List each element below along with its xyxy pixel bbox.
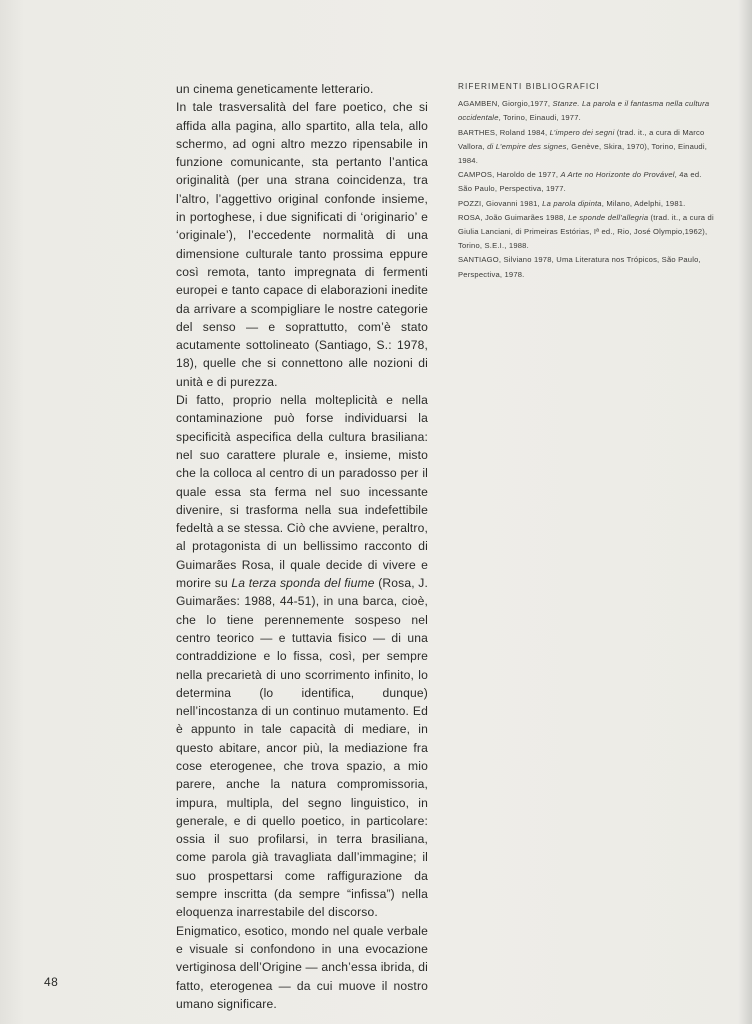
body-paragraph <box>176 391 428 922</box>
references-list <box>458 97 714 282</box>
text-run: POZZI, Giovanni 1981, <box>458 198 543 208</box>
text-run: SANTIAGO, Silviano 1978, Uma Literatura nos Trópicos, São Paulo, Perspectiva, 1978. <box>458 255 701 279</box>
italic-text-run: Le sponde dell’allegria <box>568 212 649 222</box>
text-run: (trad. it., a cura di Marco Vallora, <box>458 127 705 151</box>
text-run: ROSA, João Guimarães 1988, <box>458 212 569 222</box>
italic-text-run: A Arte no Horizonte do Provável <box>560 170 675 180</box>
text-run: Di fatto, proprio nella molteplicità e nella contaminazione può forse individuarsi la specificità aspecifica della cultura brasiliana: nel suo carattere plurale e, insieme, misto che la colloca al centro di un paradosso per il quale essa sta ferma nel suo incessante divenire, si trasforma nella sua indefettibile fedeltà a se stessa. Ciò che avviene, peraltro, al protagonista di un bellissimo racconto di Guimarães Rosa, il quale decide di vivere e morire su <box>176 393 428 591</box>
reference-entry <box>458 168 714 196</box>
text-run: (Rosa, J. Guimarães: 1988, 44-51), in una barca, cioè, che lo tiene perennemente sospeso nel centro teorico — e tuttavia fisico — di una contraddizione e lo fissa, così, per sempre nella precarietà di uno scorrimento infinito, lo determina (lo identifica, dunque) nell’incostanza di un continuo mutamento. Ed è appunto in tale capacità di mediare, in questo abitare, ancor più, la mediazione fra cose eterogenee, che trova spazio, a mio parere, anche la natura compromissoria, impura, multipla, del segno linguistico, in generale, e di quello poetico, in particolare: ossia il suo profilarsi, in terra brasiliana, come parola già travagliata dall’immagine; il suo prospettarsi come raffigurazione da sempre inscritta (da sempre “infissa”) nella eloquenza inarrestabile del discorso. <box>176 576 428 920</box>
body-paragraph <box>176 922 428 1013</box>
text-run: , Genève, Skira, 1970), Torino, Einaudi, 1984. <box>458 141 708 166</box>
text-run: , 4a ed. São Paulo, Perspectiva, 1977. <box>458 170 702 194</box>
italic-text-run: La parola dipinta <box>542 198 602 208</box>
italic-text-run: La terza sponda del fiume <box>231 576 375 591</box>
page-number: 48 <box>44 975 59 989</box>
italic-text-run: di L’empire des signes <box>487 141 567 151</box>
text-run: , Milano, Adelphi, 1981. <box>601 198 686 208</box>
reference-entry <box>458 197 714 211</box>
reference-entry <box>458 211 714 254</box>
text-run: AGAMBEN, Giorgio,1977, <box>458 99 553 109</box>
body-paragraph <box>176 98 428 391</box>
reference-entry <box>458 126 714 169</box>
page-spine-shadow <box>738 0 752 1024</box>
references-title: RIFERIMENTI BIBLIOGRAFICI <box>458 82 600 91</box>
italic-text-run: Stanze. La parola e il fantasma nella cultura occidentale <box>458 99 710 123</box>
reference-entry <box>458 97 714 125</box>
references-column <box>458 80 714 282</box>
text-run: BARTHES, Roland 1984, <box>458 127 550 137</box>
body-paragraph <box>176 80 428 98</box>
text-run: In tale trasversalità del fare poetico, che si affida alla pagina, allo spartito, alla tela, allo schermo, ad ogni altro mezzo ripensabile in funzione comunicante, sta pertanto l’antica originalità (per una strana coincidenza, tra l’altro, l’aggettivo original confonde insieme, in portoghese, i due significati di ‘originario’ e ‘originale’), l’eccedente normalità di una dimensione culturale tanto prossima eppure così remota, tanto impregnata di fermenti europei e tanto capace di elaborazioni inedite da arrivare a scompigliare le nostre categorie del senso — e soprattutto, com’è stato acutamente sottolineato (Santiago, S.: 1978, 18), quelle che si connettono alle nozioni di unità e di purezza. <box>176 100 428 389</box>
italic-text-run: L’impero dei segni <box>549 127 615 137</box>
reference-entry <box>458 253 714 281</box>
text-run: Enigmatico, esotico, mondo nel quale verbale e visuale si confondono in una evocazione vertiginosa dell’Origine — anch’essa ibrida, di fatto, eterogenea — da cui muove il nostro umano significare. <box>176 923 428 1011</box>
text-run: (trad. it., a cura di Giulia Lanciani, di Primeiras Estórias, Iª ed., Rio, José Olympio,1962), Torino, S.E.I., 1988. <box>458 212 714 251</box>
text-run: CAMPOS, Haroldo de 1977, <box>458 170 561 180</box>
main-text-column <box>176 80 428 1013</box>
text-run: , Torino, Einaudi, 1977. <box>498 113 581 123</box>
text-run: un cinema geneticamente letterario. <box>176 82 374 96</box>
